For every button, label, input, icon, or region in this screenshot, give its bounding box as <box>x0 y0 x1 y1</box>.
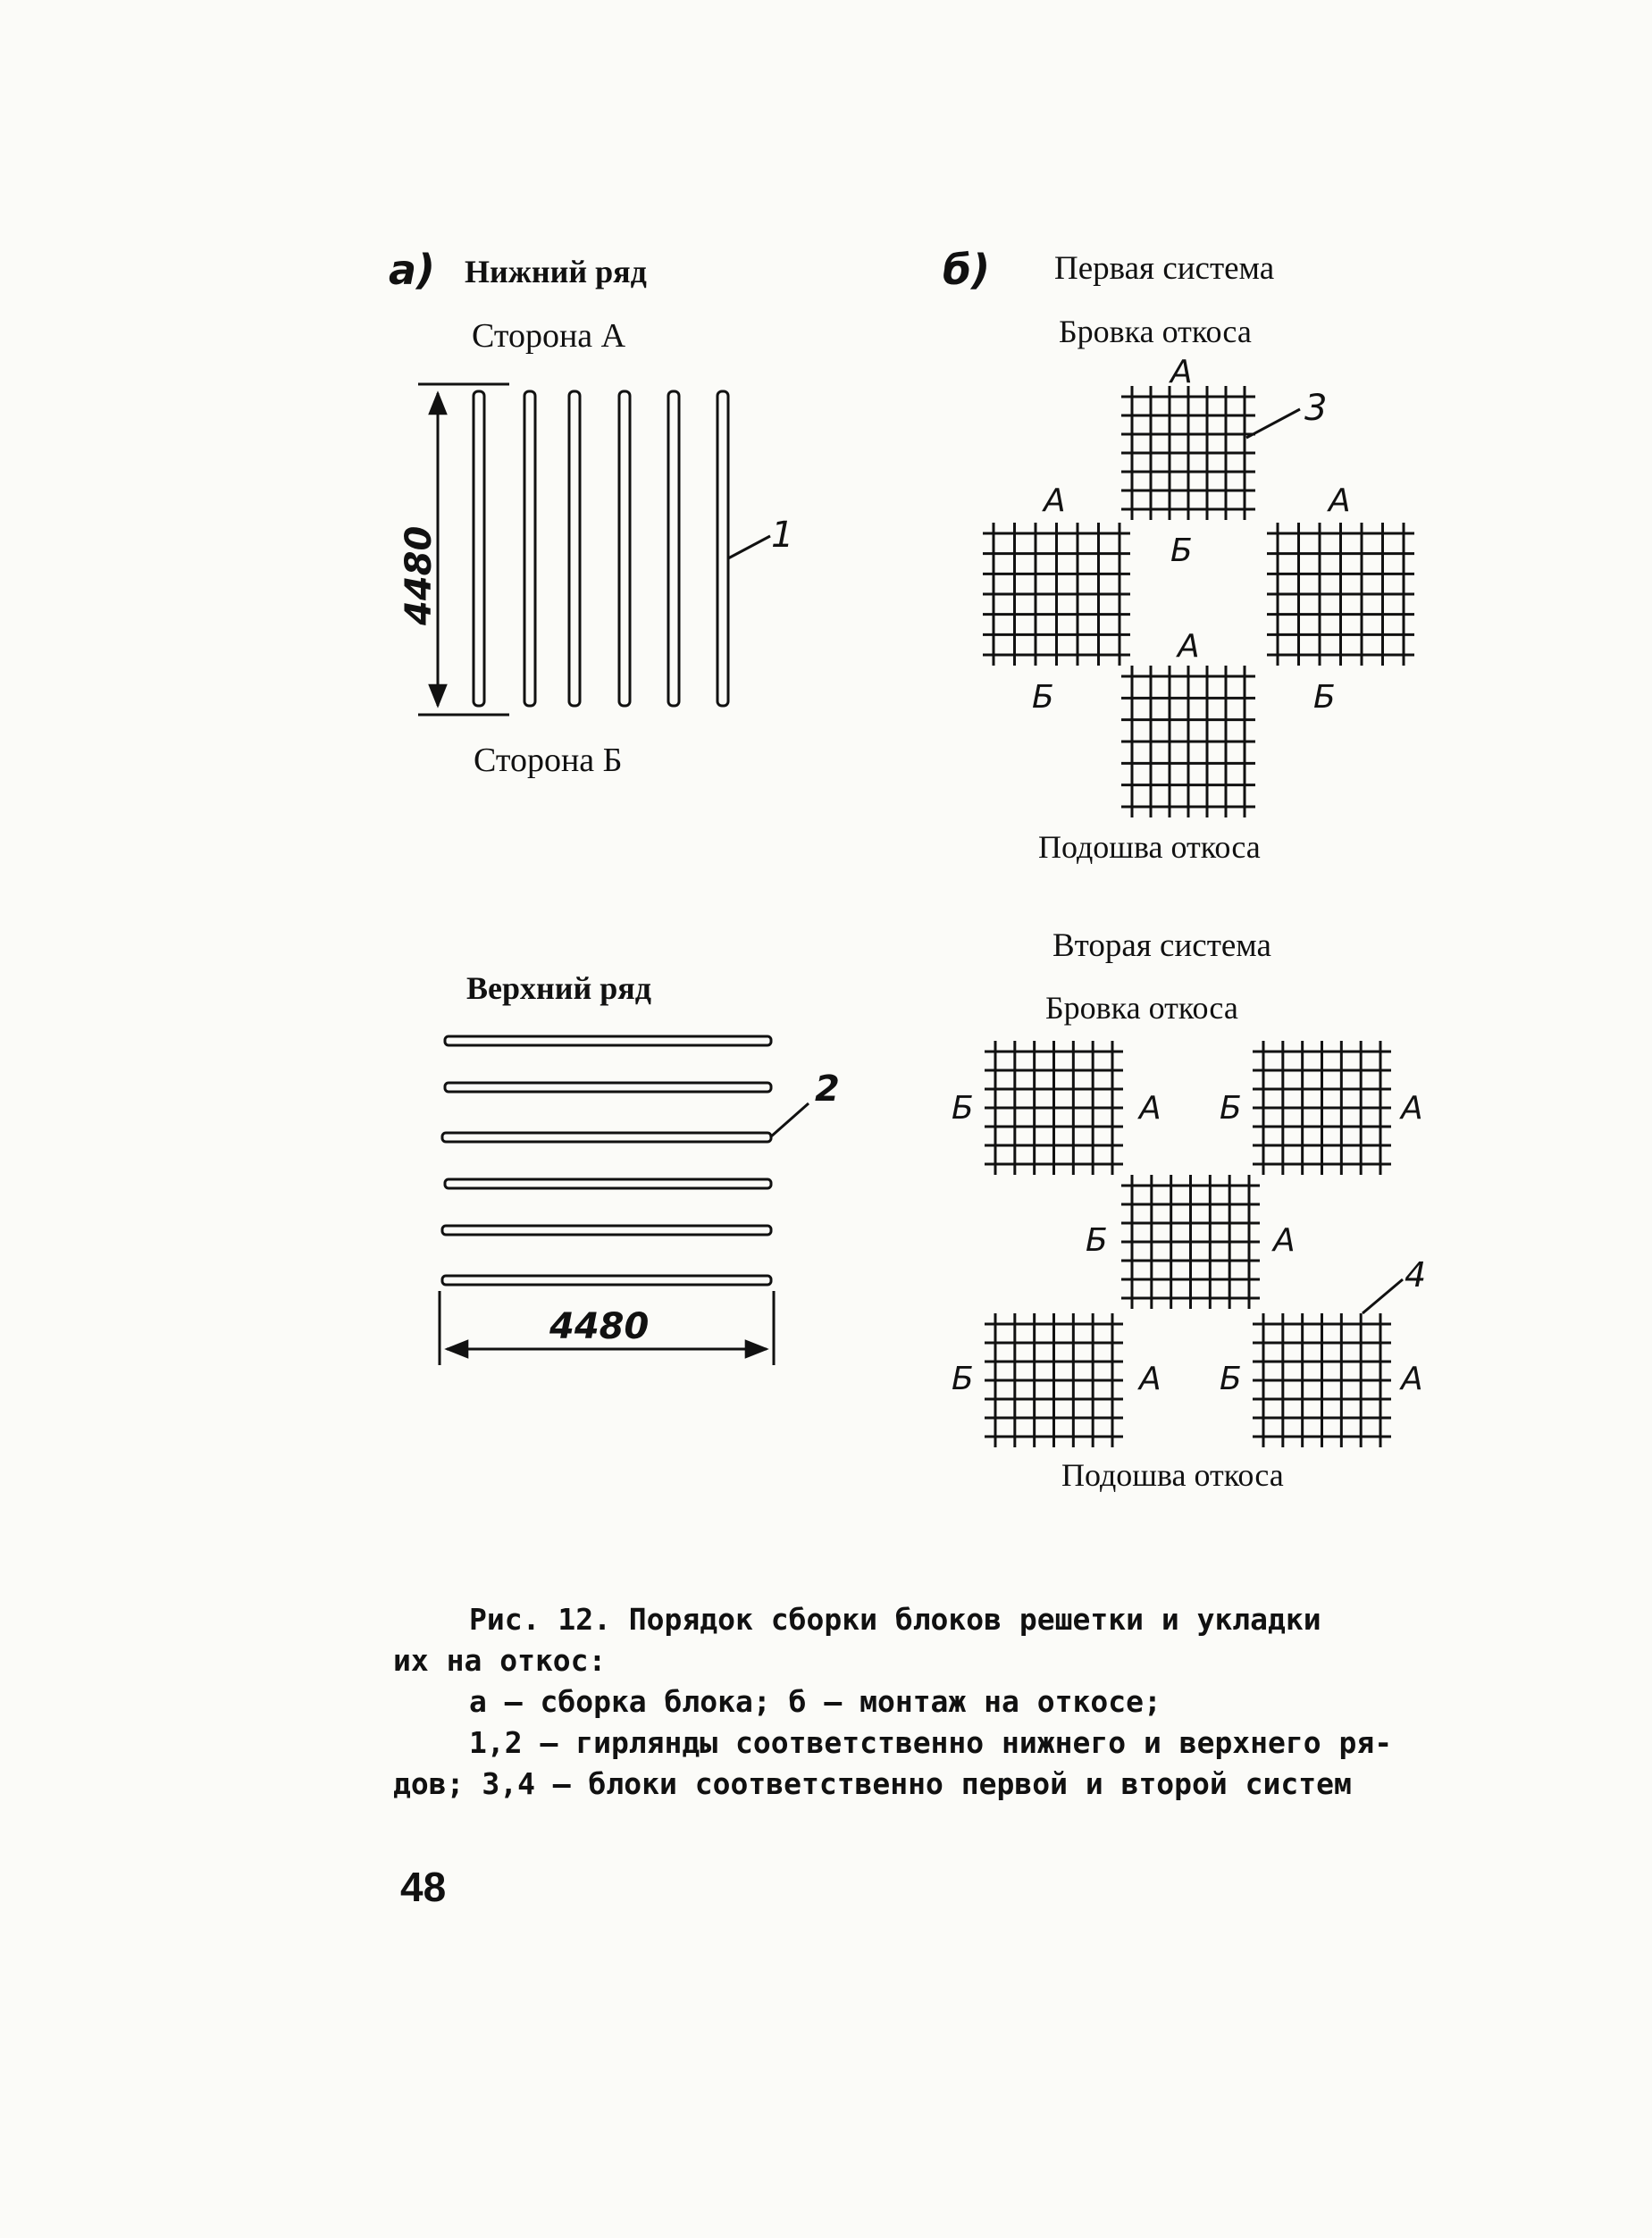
s1-label-right-b: Б <box>1313 679 1336 716</box>
panel-b-marker: б) <box>943 246 991 294</box>
panel-a-marker: а) <box>389 246 436 294</box>
s1-label-left-b: Б <box>1032 679 1054 716</box>
s1-label-right-a: А <box>1329 482 1351 519</box>
side-b-label: Сторона Б <box>474 742 623 779</box>
lattice-block <box>1121 1175 1260 1309</box>
s1-label-left-a: А <box>1044 482 1066 519</box>
s1-label-top-b: Б <box>1170 532 1193 569</box>
lattice-block <box>1253 1313 1391 1447</box>
lattice-block <box>1121 386 1255 520</box>
system2-blocks <box>985 1041 1391 1447</box>
callout-1: 1 <box>771 515 794 556</box>
s2-label-b: Б <box>952 1090 974 1127</box>
s1-label-bottom-a: А <box>1178 628 1200 665</box>
system1-title: Первая система <box>1054 250 1275 287</box>
callout-2: 2 <box>815 1069 840 1110</box>
lattice-block <box>985 1313 1123 1447</box>
s2-label-a: А <box>1401 1361 1423 1397</box>
s2-label-a: А <box>1273 1222 1296 1259</box>
lattice-block <box>1121 666 1255 817</box>
callout-leader-2 <box>770 1103 809 1137</box>
s2-label-b: Б <box>1220 1090 1242 1127</box>
s2-label-b: Б <box>1220 1361 1242 1397</box>
side-a-label: Сторона А <box>472 317 626 355</box>
system2-bottom-edge: Подошва откоса <box>1061 1457 1284 1493</box>
garland-rod <box>668 391 679 706</box>
garland-rod <box>474 391 484 706</box>
caption-line-3: а – сборка блока; б – монтаж на откосе; <box>469 1684 1161 1719</box>
garland-rod <box>442 1133 771 1142</box>
dimension-vertical-label: 4480 <box>398 525 440 625</box>
callout-leader-4 <box>1363 1279 1403 1313</box>
s2-label-a: А <box>1139 1090 1161 1127</box>
figure-caption <box>393 1599 1537 1805</box>
garland-rod <box>442 1226 771 1235</box>
page-number: 48 <box>400 1864 447 1910</box>
lower-row-title: Нижний ряд <box>465 254 647 289</box>
garland-rod <box>569 391 580 706</box>
upper-row-title: Верхний ряд <box>466 970 651 1006</box>
lattice-block <box>985 1041 1123 1175</box>
system1-bottom-edge: Подошва откоса <box>1038 829 1261 865</box>
garland-rod <box>524 391 535 706</box>
caption-line-1: Рис. 12. Порядок сборки блоков решетки и укладки <box>469 1602 1321 1637</box>
s2-label-a: А <box>1139 1361 1161 1397</box>
caption-line-4: 1,2 – гирлянды соответственно нижнего и верхнего ря- <box>469 1725 1393 1760</box>
s2-label-b: Б <box>952 1361 974 1397</box>
s1-label-top-a: А <box>1170 354 1193 390</box>
system2-side-labels <box>952 1090 1423 1397</box>
lattice-block <box>1267 523 1414 666</box>
garland-rod <box>445 1179 771 1188</box>
garland-rod <box>445 1036 771 1045</box>
caption-line-5: дов; 3,4 – блоки соответственно первой и второй систем <box>393 1766 1352 1801</box>
system1-blocks <box>983 386 1414 817</box>
callout-3: 3 <box>1304 388 1328 429</box>
s2-label-a: А <box>1401 1090 1423 1127</box>
garland-rod <box>442 1276 771 1285</box>
s2-label-b: Б <box>1086 1222 1108 1259</box>
system1-top-edge: Бровка откоса <box>1059 314 1252 349</box>
system2-title: Вторая система <box>1052 927 1271 964</box>
callout-leader-3 <box>1246 409 1300 438</box>
garland-rod <box>717 391 728 706</box>
lattice-block <box>983 523 1130 666</box>
system2-top-edge: Бровка откоса <box>1045 990 1238 1026</box>
lower-row-garlands <box>418 384 770 715</box>
garland-rod <box>445 1083 771 1092</box>
caption-line-2: их на откос: <box>393 1643 607 1678</box>
garland-rod <box>619 391 630 706</box>
callout-4: 4 <box>1405 1255 1427 1295</box>
lattice-block <box>1253 1041 1391 1175</box>
callout-leader-1 <box>728 536 770 558</box>
dimension-horizontal-label: 4480 <box>549 1306 650 1347</box>
